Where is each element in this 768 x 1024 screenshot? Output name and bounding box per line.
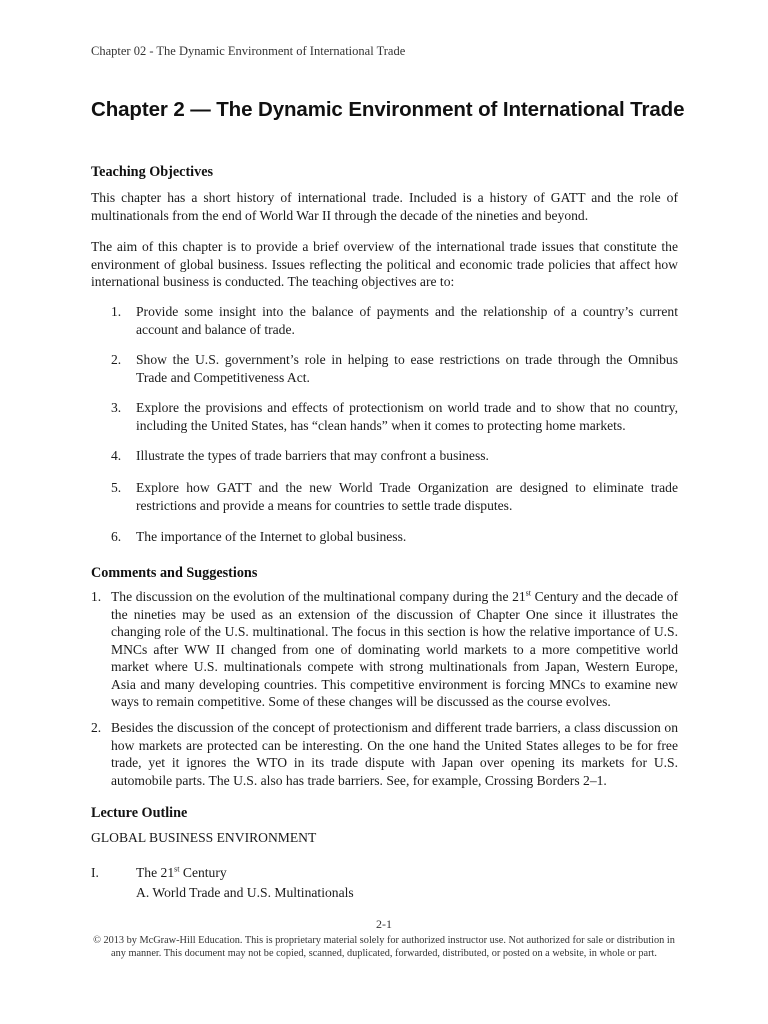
objective-text: Show the U.S. government’s role in helping to ease restrictions on trade through the Omnibus Trade and Competitiveness Act. <box>136 352 678 385</box>
objective-item <box>111 351 678 386</box>
objective-item <box>111 528 678 546</box>
lecture-outline-heading: Lecture Outline <box>91 805 188 821</box>
comments-heading: Comments and Suggestions <box>91 565 258 581</box>
outline-item-title <box>136 865 227 881</box>
comment-text: Besides the discussion of the concept of protectionism and different trade barriers, a class discussion on how markets are protected can be interesting. On the one hand the United States alleges to be for free trade, yet it ignores the WTO in its trade dispute with Japan over opening its markets for U.S. automobile parts. The U.S. also has trade barriers. See, for example, Crossing Borders 2–1. <box>111 720 678 788</box>
superscript: st <box>174 864 180 874</box>
objective-number: 5. <box>111 480 122 495</box>
teaching-paragraph-2: The aim of this chapter is to provide a brief overview of the international trade issues that constitute the environment of global business. Issues reflecting the political and economic trade policies that affect how international business is conducted. The teaching objectives are to: <box>91 239 678 289</box>
comment-number: 2. <box>91 720 102 735</box>
objective-number: 1. <box>111 304 122 319</box>
roman-numeral: I. <box>91 865 99 880</box>
teaching-objectives-heading: Teaching Objectives <box>91 164 214 180</box>
objective-number: 4. <box>111 448 122 463</box>
comment-item <box>91 588 678 711</box>
section-title: GLOBAL BUSINESS ENVIRONMENT <box>91 830 317 845</box>
outline-text-end: Century <box>179 865 227 880</box>
page-number: 2-1 <box>376 917 392 931</box>
copyright-notice: © 2013 by McGraw-Hill Education. This is proprietary material solely for authorized instructor use. Not authorized for sale or distribution in any manner. This document may not be copied, scanned, duplicated, forwarded, distributed, or posted on a website, in whole or part. <box>93 935 675 959</box>
outline-subitem: A. World Trade and U.S. Multinationals <box>136 885 354 900</box>
objective-number: 6. <box>111 529 122 544</box>
objective-item <box>111 479 678 514</box>
comment-text-end: Century and the decade of the nineties may be used as an extension of the discussion of Chapter One since it illustrates the changing role of the U.S. multinational. The focus in this section is how the relative importance of U.S. MNCs after WW II changed from one of dominating world markets to a more competitive world market where U.S. multinationals compete with strong multinationals from Japan, Western Europe, Asia and many developing countries. This competitive environment is forcing MNCs to examine new ways to remain competitive. Some of these changes will be discussed as the course evolves. <box>111 589 679 709</box>
comment-text-start: The discussion on the evolution of the multinational company during the 21 <box>111 589 526 604</box>
objective-text: The importance of the Internet to global business. <box>136 529 407 544</box>
outline-text-start: The 21 <box>136 865 175 880</box>
objective-text: Explore the provisions and effects of protectionism on world trade and to show that no country, including the United States, has “clean hands” when it comes to protecting home markets. <box>136 400 678 433</box>
objective-text: Provide some insight into the balance of payments and the relationship of a country’s current account and balance of trade. <box>136 304 678 337</box>
objective-text: Explore how GATT and the new World Trade Organization are designed to eliminate trade restrictions and provide a means for countries to settle trade disputes. <box>136 480 678 513</box>
superscript: st <box>525 588 532 598</box>
objective-item <box>111 303 678 338</box>
comment-item <box>91 719 678 789</box>
teaching-paragraph-1: This chapter has a short history of international trade. Included is a history of GATT and the role of multinationals from the end of World War II through the decade of the nineties and beyond. <box>91 190 678 223</box>
objective-item <box>111 447 678 465</box>
objective-text: Illustrate the types of trade barriers that may confront a business. <box>136 448 489 463</box>
objective-number: 2. <box>111 352 122 367</box>
objective-item <box>111 399 678 434</box>
chapter-title: Chapter 2 — The Dynamic Environment of International Trade <box>91 98 685 121</box>
running-header: Chapter 02 - The Dynamic Environment of International Trade <box>91 44 406 58</box>
comment-number: 1. <box>91 589 102 604</box>
objective-number: 3. <box>111 400 122 415</box>
